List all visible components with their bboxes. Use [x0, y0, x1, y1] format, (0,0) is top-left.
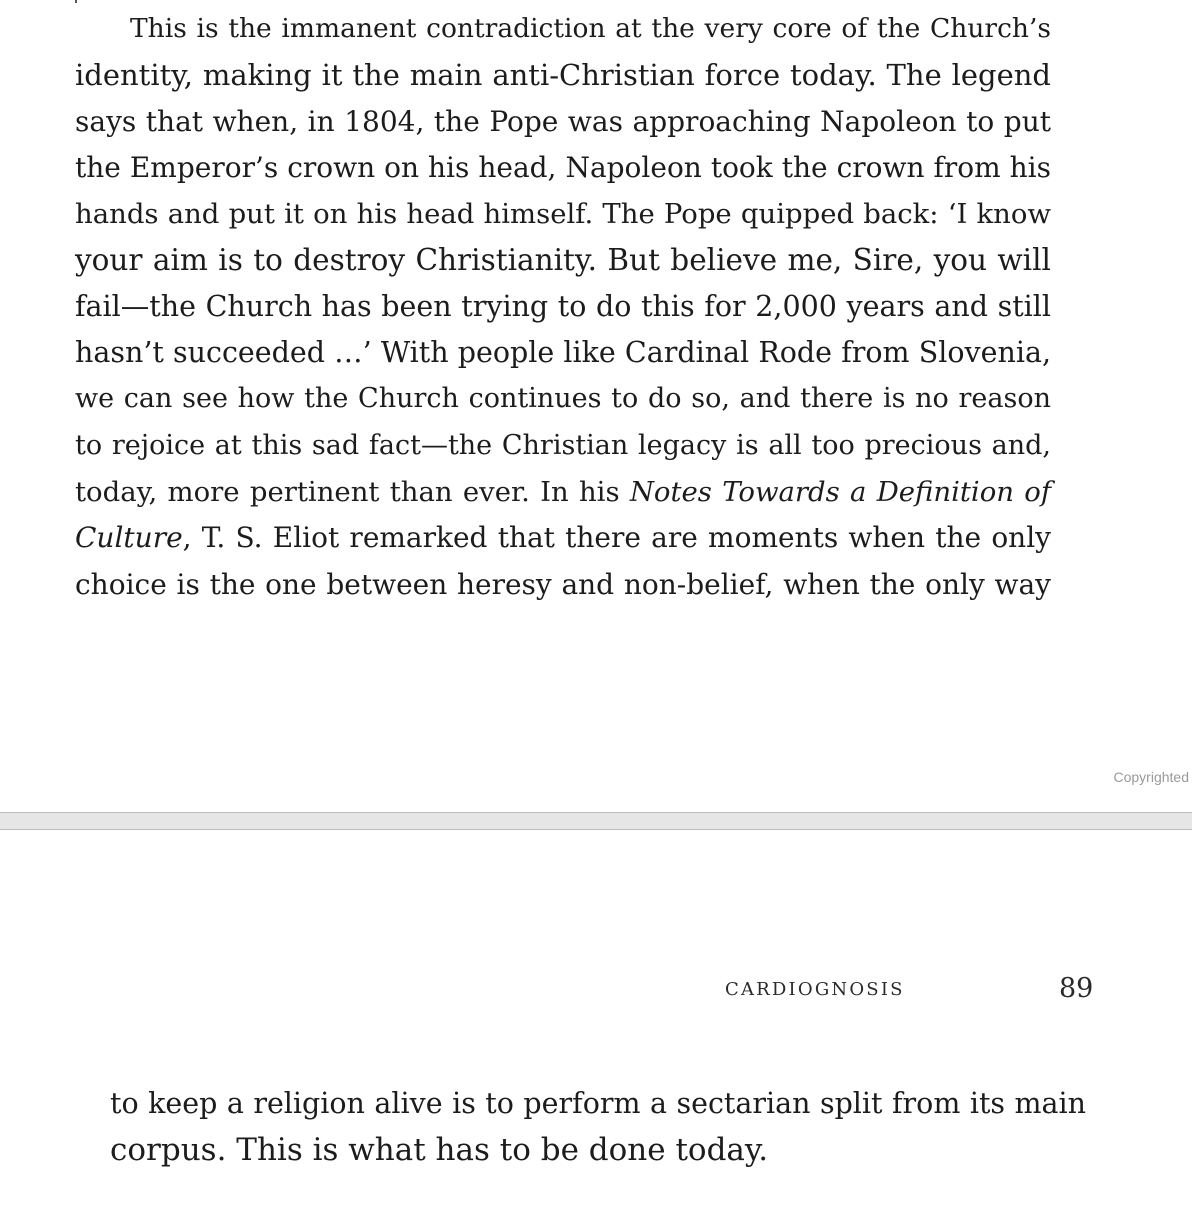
page-number: 89 — [1059, 973, 1094, 1004]
body-paragraph — [75, 6, 1051, 608]
text-line — [75, 469, 1051, 515]
text-line: hands and put it on his head himself. The Pope quipped back: ‘I know — [75, 198, 1051, 231]
current-page — [0, 830, 1192, 1228]
text-line: to rejoice at this sad fact—the Christian legacy is all too precious and, — [75, 429, 1051, 461]
text-line: corpus. This is what has to be done today. — [110, 1132, 769, 1169]
copyright-watermark: Copyrighted — [1113, 769, 1189, 785]
text-segment: , T. S. Eliot remarked that there are moments when the only — [182, 521, 1051, 555]
text-line: hasn’t succeeded …’ With people like Cardinal Rode from Slovenia, — [75, 336, 1051, 370]
text-line — [75, 515, 1051, 561]
text-line: the Emperor’s crown on his head, Napoleon took the crown from his — [75, 150, 1051, 184]
text-line: identity, making it the main anti-Christian force today. The legend — [75, 58, 1051, 93]
text-line: your aim is to destroy Christianity. But believe me, Sire, you will — [75, 243, 1051, 278]
text-line: fail—the Church has been trying to do this for 2,000 years and still — [75, 289, 1051, 323]
previous-line-remnant — [75, 0, 77, 3]
page-separator — [0, 812, 1192, 830]
running-head: CARDIOGNOSIS — [725, 979, 905, 1000]
book-title-italic: Notes Towards a Definition of — [629, 475, 1051, 508]
book-title-italic: Culture — [75, 521, 183, 555]
text-line: choice is the one between heresy and non-belief, when the only way — [75, 567, 1051, 601]
body-paragraph — [110, 1081, 1086, 1174]
text-segment: today, more pertinent than ever. In his — [75, 475, 630, 508]
text-line: we can see how the Church continues to do so, and there is no reason — [75, 383, 1051, 415]
text-line: says that when, in 1804, the Pope was approaching Napoleon to put — [75, 104, 1051, 138]
text-line: to keep a religion alive is to perform a sectarian split from its main — [110, 1087, 1086, 1120]
text-line: This is the immanent contradiction at the very core of the Church’s — [130, 13, 1051, 44]
